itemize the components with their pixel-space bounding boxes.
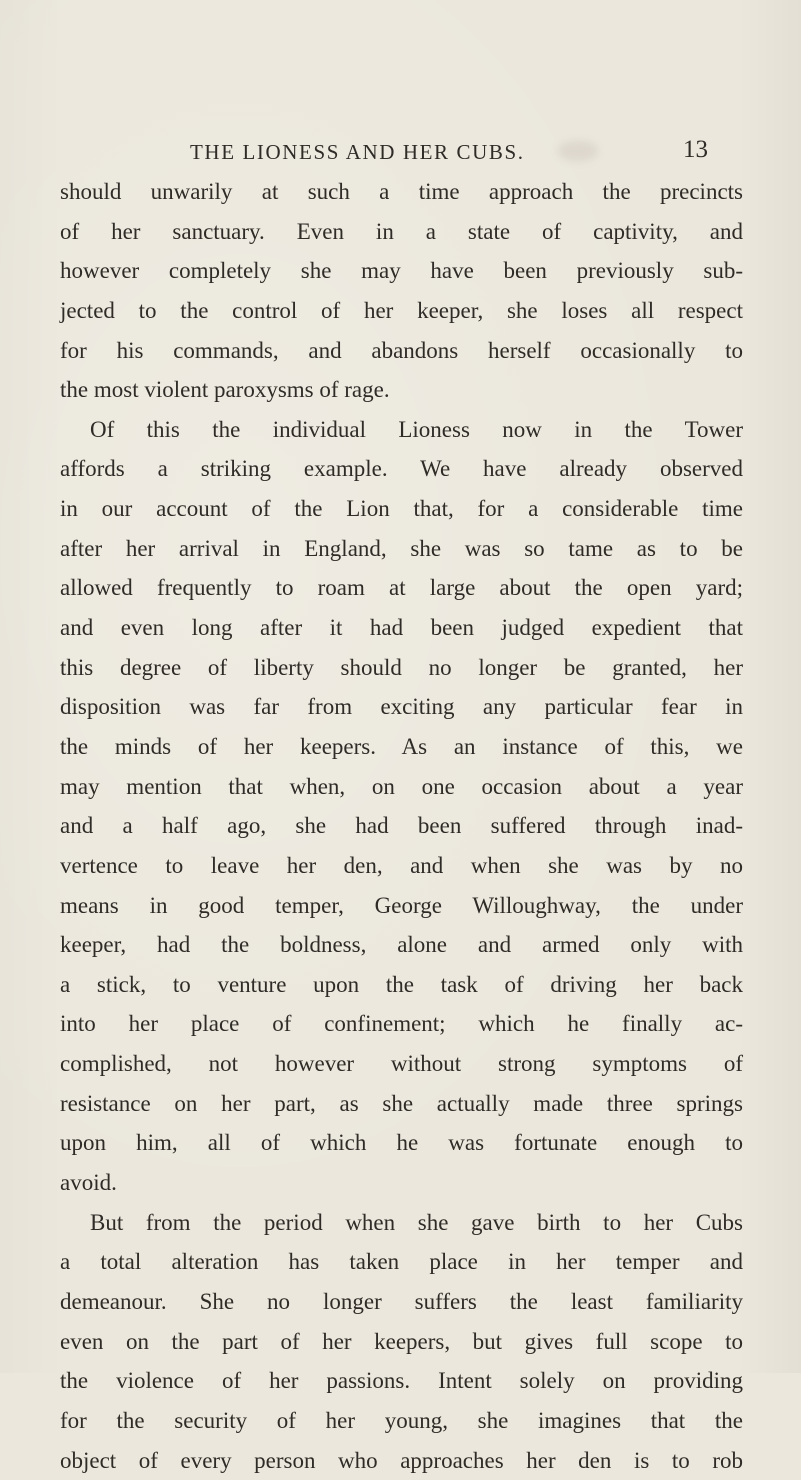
text-line: disposition was far from exciting any particular fear in bbox=[60, 687, 743, 727]
text-line: But from the period when she gave birth to her Cubs bbox=[60, 1203, 743, 1243]
text-line: complished, not however without strong symptoms of bbox=[60, 1044, 743, 1084]
text-line: affords a striking example. We have already observed bbox=[60, 449, 743, 489]
text-line: the violence of her passions. Intent solely on providing bbox=[60, 1361, 743, 1401]
running-title: THE LIONESS AND HER CUBS. bbox=[190, 140, 525, 165]
text-line: into her place of confinement; which he finally ac- bbox=[60, 1004, 743, 1044]
text-line: may mention that when, on one occasion about a year bbox=[60, 767, 743, 807]
text-line: the most violent paroxysms of rage. bbox=[60, 370, 743, 410]
text-line: the minds of her keepers. As an instance of this, we bbox=[60, 727, 743, 767]
text-line: means in good temper, George Willoughway, the under bbox=[60, 886, 743, 926]
text-line: this degree of liberty should no longer be granted, her bbox=[60, 648, 743, 688]
page-number: 13 bbox=[683, 136, 708, 164]
text-line: and a half ago, she had been suffered through inad- bbox=[60, 806, 743, 846]
text-line: Of this the individual Lioness now in the Tower bbox=[60, 410, 743, 450]
page-header bbox=[60, 136, 740, 172]
text-line: demeanour. She no longer suffers the least familiarity bbox=[60, 1282, 743, 1322]
text-line: a stick, to venture upon the task of driving her back bbox=[60, 965, 743, 1005]
text-line: object of every person who approaches her den is to rob bbox=[60, 1441, 743, 1480]
text-line: even on the part of her keepers, but gives full scope to bbox=[60, 1322, 743, 1362]
text-line: should unwarily at such a time approach the precincts bbox=[60, 172, 743, 212]
text-line: jected to the control of her keeper, she loses all respect bbox=[60, 291, 743, 331]
text-line: however completely she may have been previously sub- bbox=[60, 251, 743, 291]
text-line: allowed frequently to roam at large about the open yard; bbox=[60, 568, 743, 608]
text-line: resistance on her part, as she actually made three springs bbox=[60, 1084, 743, 1124]
text-line: for the security of her young, she imagines that the bbox=[60, 1401, 743, 1441]
text-line: vertence to leave her den, and when she was by no bbox=[60, 846, 743, 886]
text-line: after her arrival in England, she was so tame as to be bbox=[60, 529, 743, 569]
body-text bbox=[60, 172, 743, 1480]
text-line: of her sanctuary. Even in a state of captivity, and bbox=[60, 212, 743, 252]
text-line: and even long after it had been judged expedient that bbox=[60, 608, 743, 648]
text-line: upon him, all of which he was fortunate enough to bbox=[60, 1123, 743, 1163]
text-line: for his commands, and abandons herself occasionally to bbox=[60, 331, 743, 371]
text-line: a total alteration has taken place in her temper and bbox=[60, 1242, 743, 1282]
text-line: avoid. bbox=[60, 1163, 743, 1203]
text-line: keeper, had the boldness, alone and armed only with bbox=[60, 925, 743, 965]
text-line: in our account of the Lion that, for a considerable time bbox=[60, 489, 743, 529]
